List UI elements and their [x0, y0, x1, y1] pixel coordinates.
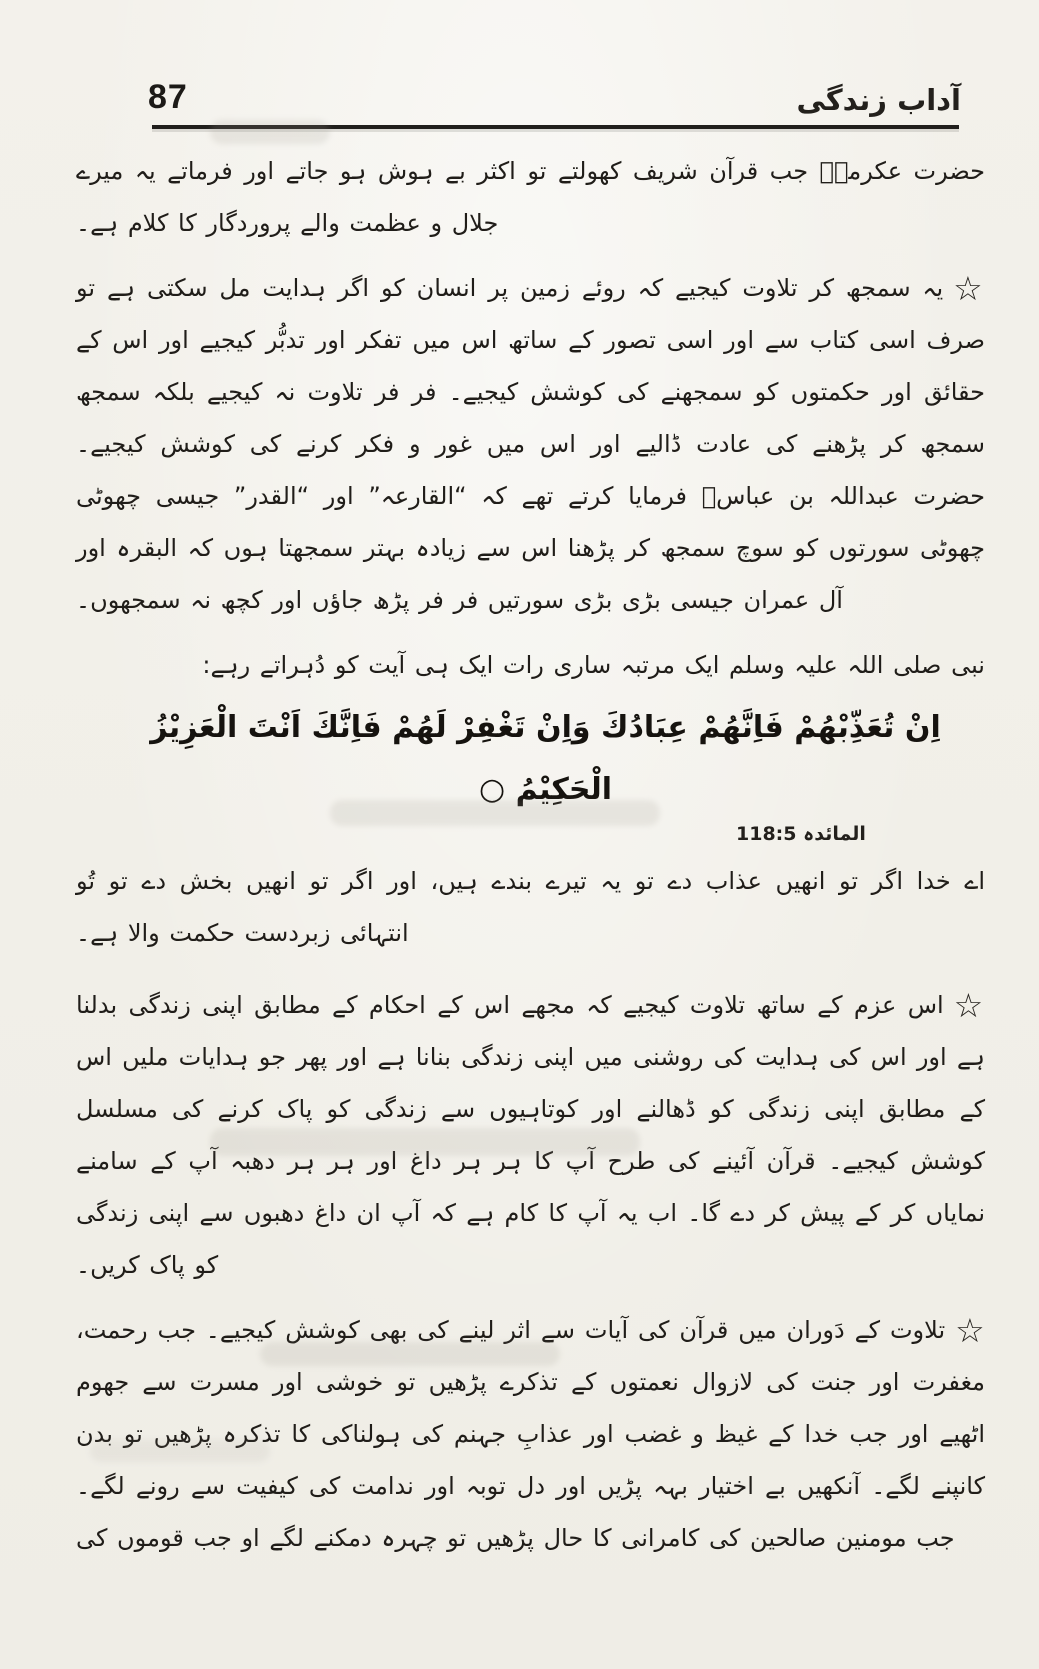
paragraph-text: تلاوت کے دَوران میں قرآن کی آیات سے اثر لینے کی بھی کوشش کیجیے۔ جب رحمت، مغفرت اور جنت کی لازوال نعمتوں کے تذکرے پڑھیں تو خوشی اور مسرت سے جھوم اٹھیے اور جب خدا کے غیظ و غضب اور عذابِ جہنم کی ہولناکی کا تذکرہ پڑھیں تو بدن کانپنے لگے۔ آنکھیں بے اختیار بہہ پڑیں اور دل توبہ اور ندامت کی کیفیت سے رونے لگے۔ جب مومنین صالحین کی کامرانی کا حال پڑھیں تو چہرہ دمکنے لگے او جب قوموں کی: [76, 1316, 985, 1552]
verse-reference-text: المائدہ 118:5: [736, 823, 866, 845]
page-body: [0, 129, 1039, 1564]
verse-translation: اے خدا اگر تو انھیں عذاب دے تو یہ تیرے بندے ہیں، اور اگر تو انھیں بخش دے تو تُو انتہائی زبردست حکمت والا ہے۔: [76, 867, 985, 947]
paragraph-text: اس عزم کے ساتھ تلاوت کیجیے کہ مجھے اس کے احکام کے مطابق اپنی زندگی بدلنا ہے اور اس کی ہدایت کی روشنی میں اپنی زندگی بنانا ہے اور پھر جو ہدایات ملیں اس کے مطابق اپنی زندگی کو ڈھالنے اور کوتاہیوں سے زندگی کو پاک کرنے کی مسلسل کوشش کیجیے۔ قرآن آئینے کی طرح آپ کا ہر ہر داغ اور ہر ہر دھبہ آپ کے سامنے نمایاں کر کے پیش کر دے گا۔ اب یہ آپ کا کام ہے کہ آپ ان داغ دھبوں سے اپنی زندگی کو پاک کریں۔: [76, 991, 985, 1279]
book-title: آداب زندگی: [796, 83, 961, 117]
star-bullet-icon: ☆: [953, 269, 985, 308]
page-number: 87: [148, 78, 188, 116]
paragraph-tilawat-with-understanding: [76, 262, 985, 626]
paragraph-hazrat-ikrama: [76, 145, 985, 249]
star-bullet-icon: ☆: [955, 1311, 985, 1350]
paragraph-effect-of-ayaat: [76, 1304, 985, 1564]
paragraph-resolve-to-change: [76, 979, 985, 1291]
paragraph-text: حضرت عکرمہؓ جب قرآن شریف کھولتے تو اکثر بے ہوش ہو جاتے اور فرماتے یہ میرے جلال و عظمت والے پروردگار کا کلام ہے۔: [76, 157, 985, 237]
verse-reference: [736, 823, 866, 845]
quran-verse-arabic: اِنْ تُعَذِّبْهُمْ فَاِنَّهُمْ عِبَادُكَ وَاِنْ تَغْفِرْ لَهُمْ فَاِنَّكَ اَنْتَ الْعَزِيْزُ الْحَكِيْمُ ○: [150, 710, 941, 807]
paragraph-text: یہ سمجھ کر تلاوت کیجیے کہ روئے زمین پر انسان کو اگر ہدایت مل سکتی ہے تو صرف اسی کتاب سے اور اسی تصور کے ساتھ اس میں تفکر اور تدبُّر کیجیے اور اس کے حقائق اور حکمتوں کو سمجھنے کی کوشش کیجیے۔ فر فر تلاوت نہ کیجیے بلکہ سمجھ سمجھ کر پڑھنے کی عادت ڈالیے اور اس میں غور و فکر کرنے کی کوشش کیجیے۔ حضرت عبداللہ بن عباسؓ فرمایا کرتے تھے کہ “القارعہ” اور “القدر” جیسی چھوٹی چھوٹی سورتوں کو سوچ سمجھ کر پڑھنا اس سے زیادہ بہتر سمجھتا ہوں کہ البقرہ اور آل عمران جیسی بڑی بڑی سورتیں فر فر پڑھ جاؤں اور کچھ نہ سمجھوں۔: [76, 274, 985, 614]
hadith-leadin-line: نبی صلی اللہ علیہ وسلم ایک مرتبہ ساری رات ایک ہی آیت کو دُہراتے رہے:: [202, 651, 985, 679]
star-bullet-icon: ☆: [953, 986, 985, 1025]
page-header: [0, 0, 1039, 117]
